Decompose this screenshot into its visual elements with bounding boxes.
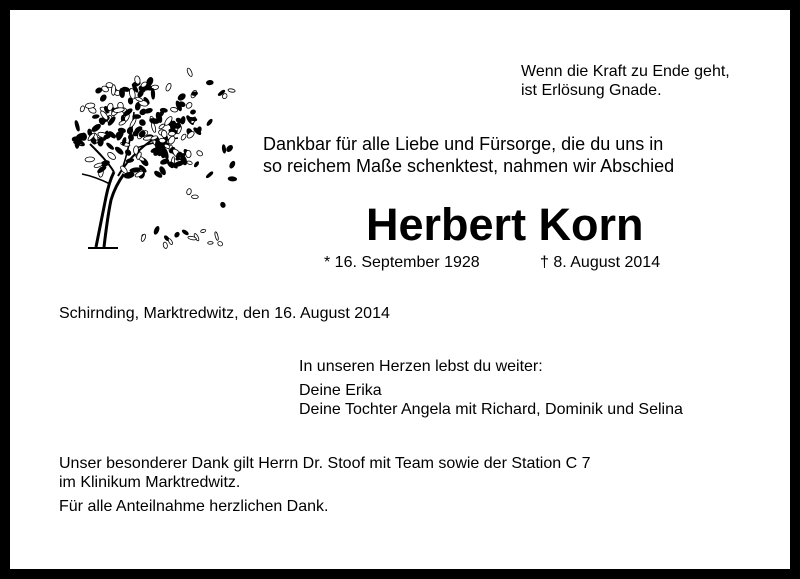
quote-line-1: Wenn die Kraft zu Ende geht, <box>521 63 730 80</box>
deceased-name: Herbert Korn <box>366 199 644 250</box>
quote-line-2: ist Erlösung Gnade. <box>521 82 662 99</box>
birth-date: * 16. September 1928 <box>324 254 480 271</box>
death-date: † 8. August 2014 <box>540 254 661 271</box>
family-heading: In unseren Herzen lebst du weiter: <box>299 358 543 375</box>
thanks-line-2: im Klinikum Marktredwitz. <box>59 474 241 491</box>
thanks-line-3: Für alle Anteilnahme herzlichen Dank. <box>59 498 329 515</box>
thanks-line-1: Unser besonderer Dank gilt Herrn Dr. Stoof mit Team sowie der Station C 7 <box>59 455 591 472</box>
family-line-1: Deine Erika <box>299 382 382 399</box>
windblown-tree-icon <box>48 52 238 252</box>
place-date: Schirnding, Marktredwitz, den 16. August 2014 <box>59 305 390 322</box>
intro-line-1: Dankbar für alle Liebe und Fürsorge, die du uns in <box>263 134 664 154</box>
family-line-2: Deine Tochter Angela mit Richard, Dominik und Selina <box>299 401 683 418</box>
intro-line-2: so reichem Maße schenktest, nahmen wir Abschied <box>263 156 675 176</box>
